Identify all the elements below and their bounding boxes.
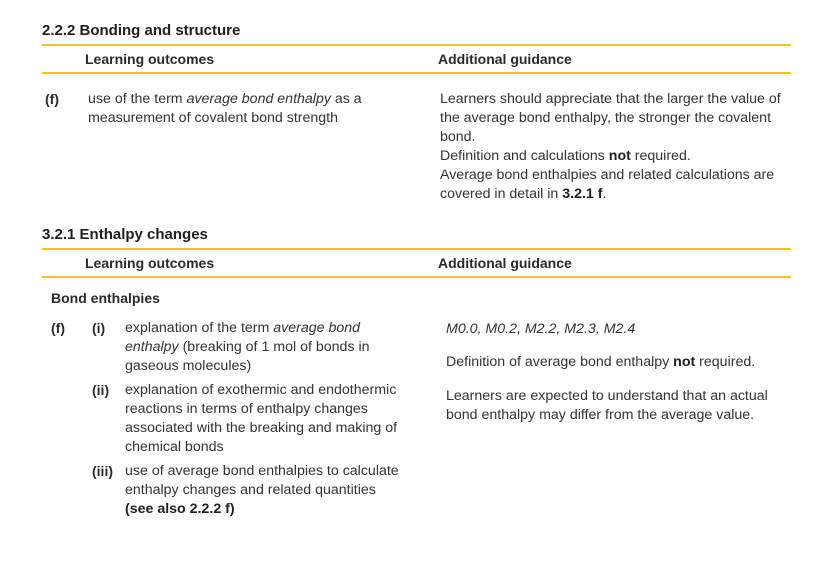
guidance-2-codes: M0.0, M0.2, M2.2, M2.3, M2.4 <box>446 321 636 337</box>
section-title-enthalpy: 3.2.1 Enthalpy changes <box>42 226 208 243</box>
col-header-guidance-2: Additional guidance <box>438 255 572 271</box>
outcome-f-text <box>88 90 398 128</box>
rule-top-2 <box>42 248 791 250</box>
subitem-i-text: explanation of the term average bond enthalpy (breaking of 1 mol of bonds in gaseous molecules) <box>125 320 370 374</box>
subitem-ii-text: explanation of exothermic and endothermic reactions in terms of enthalpy changes associated with the breaking and making of chemical bonds <box>125 382 398 455</box>
outcome-post: as a measurement of covalent bond strength <box>88 91 362 126</box>
col-header-outcomes-1: Learning outcomes <box>85 51 215 67</box>
guidance-1-block <box>440 90 790 204</box>
outcome-pre: use of the term <box>88 91 187 107</box>
subitem-iii-text: use of average bond enthalpies to calculate enthalpy changes and related quantities (see also 2.2.2 f) <box>125 463 399 517</box>
subitem-label-iii: (iii) <box>92 463 113 479</box>
rule-bottom-1 <box>42 72 791 74</box>
subheading-bond-enthalpies: Bond enthalpies <box>51 290 160 306</box>
subitem-label-ii: (ii) <box>92 382 110 398</box>
guidance-2-definition: Definition of average bond enthalpy not required. <box>446 354 756 370</box>
rule-top-1 <box>42 44 791 46</box>
guidance-2-actual: Learners are expected to understand that an actual bond enthalpy may differ from the average value. <box>446 388 768 423</box>
item-label-f-2: (f) <box>51 320 65 336</box>
guidance-1-para-1: Learners should appreciate that the larger the value of the average bond enthalpy, the stronger the covalent bond. <box>440 91 781 145</box>
item-label-f: (f) <box>45 91 59 107</box>
col-header-outcomes-2: Learning outcomes <box>85 255 215 271</box>
col-header-guidance-1: Additional guidance <box>438 51 572 67</box>
outcome-term: average bond enthalpy <box>186 91 331 107</box>
subitem-label-i: (i) <box>92 320 106 336</box>
section-title-bonding: 2.2.2 Bonding and structure <box>42 22 241 39</box>
guidance-1-para-3: Average bond enthalpies and related calculations are covered in detail in 3.2.1 f. <box>440 167 775 202</box>
rule-bottom-2 <box>42 276 791 278</box>
cross-reference: (see also 2.2.2 f) <box>125 501 235 517</box>
guidance-1-para-2: Definition and calculations not required. <box>440 148 691 164</box>
